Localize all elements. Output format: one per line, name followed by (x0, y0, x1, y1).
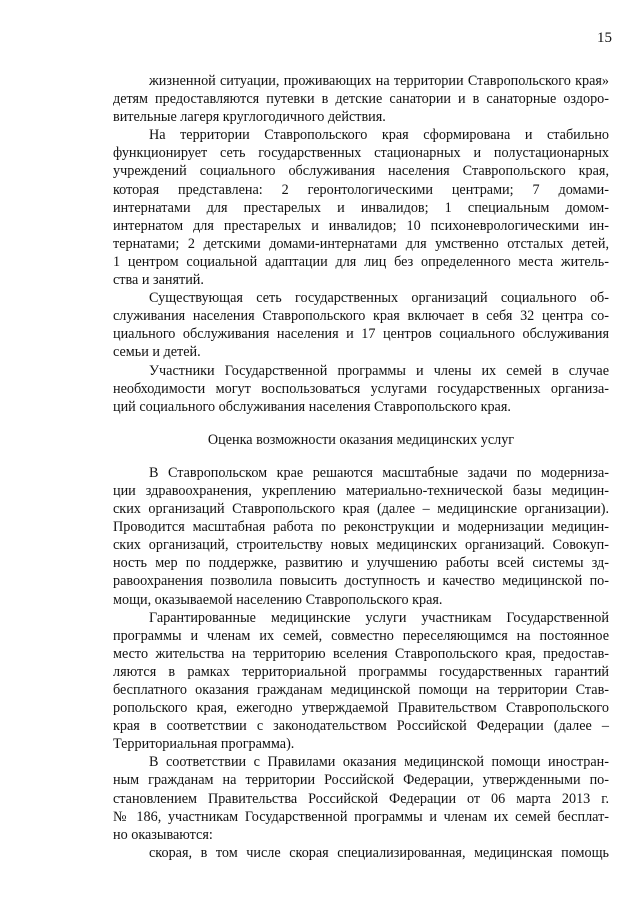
text-line: семьи и детей. (113, 344, 201, 361)
document-body (113, 72, 609, 862)
text-line: ропольского края, ежегодно утверждаемой Правительством Ставропольского (113, 700, 609, 717)
text-line: которая представлена: 2 геронтологическими центрами; 7 домами- (113, 181, 609, 198)
text-line: Гарантированные медицинские услуги участникам Государственной (149, 609, 609, 626)
page-number: 15 (597, 30, 612, 46)
paragraph (113, 126, 609, 289)
text-line: Существующая сеть государственных организаций социального об- (149, 290, 609, 307)
text-line: В соответствии с Правилами оказания медицинской помощи иностран- (149, 754, 609, 771)
text-line: циального обслуживания населения и 17 центров социального обслуживания (113, 326, 609, 343)
text-line: ских организаций, строительству новых медицинских организаций. Совокуп- (113, 537, 609, 554)
text-line: На территории Ставропольского края сформирована и стабильно (149, 127, 609, 144)
text-line: В Ставропольском крае решаются масштабные задачи по модерниза- (149, 464, 609, 481)
text-line: ции здравоохранения, укреплению материально-технической базы медицин- (113, 482, 609, 499)
text-line: мощи, оказываемой населению Ставропольского края. (113, 591, 443, 608)
text-line: служивания населения Ставропольского края включает в себя 32 центра со- (113, 308, 609, 325)
text-line: интернатом для престарелых и инвалидов; 10 психоневрологическими ин- (113, 217, 609, 234)
paragraph (113, 464, 609, 609)
text-line: Территориальная программа). (113, 736, 295, 753)
section-heading: Оценка возможности оказания медицинских услуг (207, 431, 515, 448)
paragraph (113, 609, 609, 754)
text-line: детям предоставляются путевки в детские санатории и в санаторные оздоро- (113, 91, 609, 108)
text-line: бесплатного оказания гражданам медицинской помощи на территории Став- (113, 682, 609, 698)
text-line: жизненной ситуации, проживающих на территории Ставропольского края» (149, 73, 609, 89)
text-line: необходимости могут воспользоваться услугами государственных организа- (113, 380, 609, 397)
text-line: место жительства на территорию вселения Ставропольского края, предостав- (113, 645, 609, 662)
text-line: ций социального обслуживания населения Ставропольского края. (113, 398, 511, 415)
text-line: ным гражданам на территории Российской Федерации, утвержденными по- (113, 772, 609, 789)
text-line: ляются в рамках территориальной программы государственных гарантий (113, 663, 609, 680)
text-line: функционирует сеть государственных стационарных и полустационарных (113, 145, 609, 162)
text-line: края в соответствии с законодательством Российской Федерации (далее – (113, 718, 609, 735)
text-line: ских организаций Ставропольского края (далее – медицинские организации). (113, 501, 609, 518)
text-line: скорая, в том числе скорая специализированная, медицинская помощь (149, 844, 609, 861)
text-line: становлением Правительства Российской Федерации от 06 марта 2013 г. (113, 790, 609, 807)
text-line: интернатами для престарелых и инвалидов; 1 специальным домом- (113, 199, 609, 216)
text-line: программы и членам их семей, совместно переселяющимся на постоянное (113, 627, 609, 644)
text-line: равоохранения позволила повысить доступность и качество медицинской по- (113, 573, 609, 590)
paragraph (113, 289, 609, 361)
text-line: но оказываются: (113, 826, 213, 843)
text-line: 1 центром социальной адаптации для лиц без определенного места житель- (113, 253, 609, 270)
text-line: вительные лагеря круглогодичного действия. (113, 109, 386, 126)
paragraph (113, 72, 609, 126)
text-line: учреждений социального обслуживания населения Ставропольского края, (113, 163, 609, 180)
text-line: Проводится масштабная работа по реконструкции и модернизации медицин- (113, 519, 609, 536)
paragraph (113, 844, 609, 862)
paragraph (113, 362, 609, 416)
paragraph (113, 753, 609, 843)
text-line: ства и занятий. (113, 272, 204, 289)
text-line: № 186, участникам Государственной программы и членам их семей бесплат- (113, 808, 609, 825)
text-line: Участники Государственной программы и члены их семей в случае (149, 362, 609, 379)
text-line: ность мер по поддержке, развитию и улучшению работы всей системы зд- (113, 555, 609, 572)
text-line: тернатами; 2 детскими домами-интернатами для умственно отсталых детей, (113, 235, 609, 252)
